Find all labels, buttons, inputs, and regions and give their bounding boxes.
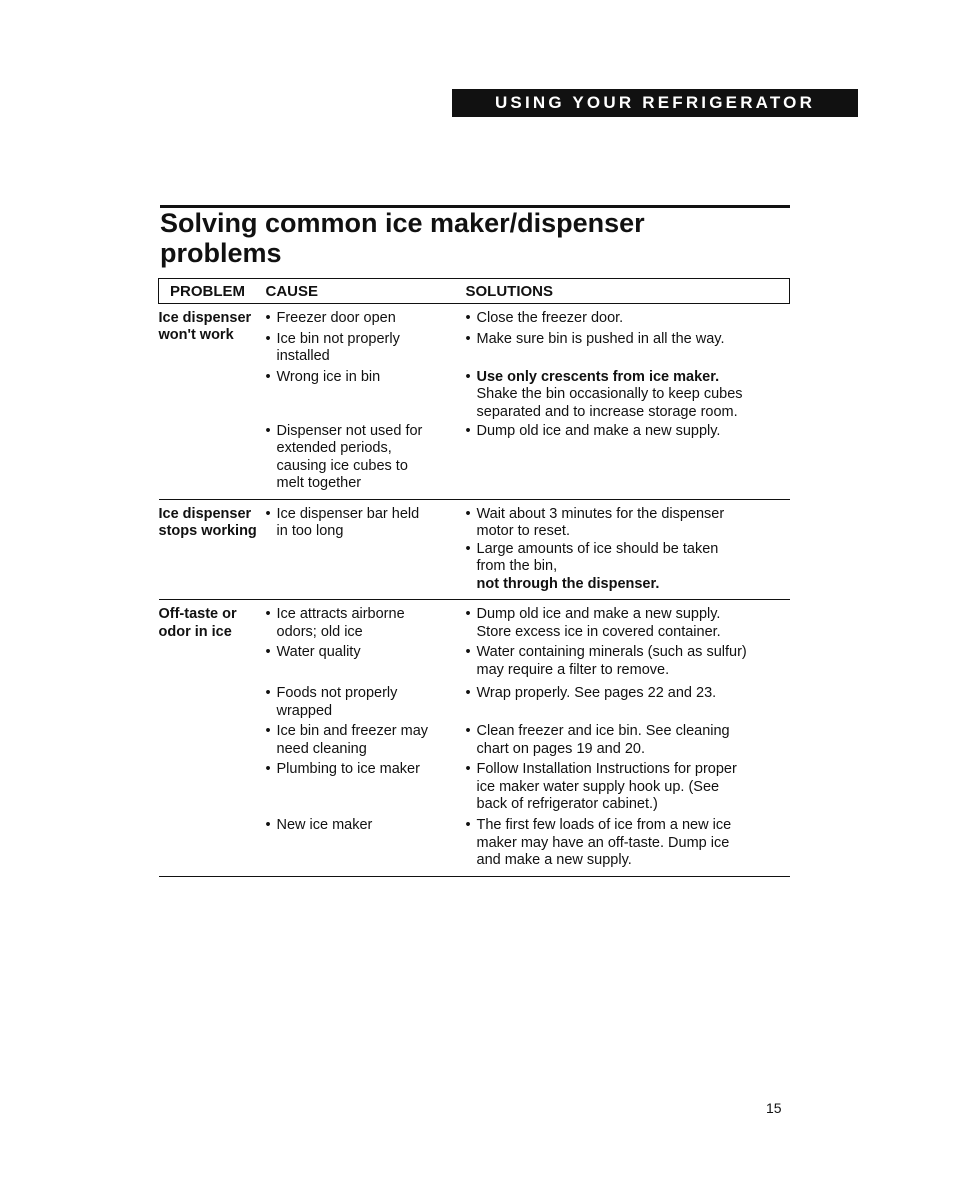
column-header-solutions: SOLUTIONS [466,279,790,304]
cause-item [266,506,466,541]
cause-line: • Ice dispenser bar held [276,505,420,522]
solution-line: ice maker water supply hook up. (See [476,778,720,795]
problem-cell [159,303,266,499]
solution-line: • Wrap properly. See pages 22 and 23. [476,685,717,701]
solution-item [466,723,790,761]
solution-item [466,423,790,441]
solution-line: • Make sure bin is pushed in all the way. [476,330,725,347]
solution-item [466,506,790,541]
solution-line: • Water containing minerals (such as sulfur) [476,644,747,660]
problem-cell [159,499,266,600]
solution-cell [466,499,790,600]
cause-item [266,369,466,423]
cause-line: • Freezer door open [276,309,396,326]
section-banner: USING YOUR REFRIGERATOR [452,89,858,117]
table-row [159,600,790,877]
problem-line: Ice dispenser [158,505,252,522]
cause-cell [266,499,466,600]
solution-item [466,644,790,685]
solution-line: • Clean freezer and ice bin. See cleaning [476,723,730,739]
solution-cell [466,303,790,499]
problem-line: Ice dispenser [158,309,252,326]
cause-line: • Dispenser not used for [276,422,423,439]
solution-line: • The first few loads of ice from a new ice [476,817,732,833]
cause-item [266,723,466,761]
solution-item [466,331,790,369]
problem-line: Off-taste or [158,606,237,622]
solution-emphasis: • Use only crescents from ice maker. [476,368,720,385]
title-line-2: problems [160,238,282,268]
troubleshooting-table [158,278,790,877]
solution-line [477,558,790,593]
cause-line: installed [276,348,330,364]
cause-cell [266,600,466,877]
solution-cell [466,600,790,877]
solution-line: • Dump old ice and make a new supply. [476,422,721,439]
solution-line: • Large amounts of ice should be taken [476,540,719,557]
table-row [159,499,790,600]
solution-line: and make a new supply. [476,852,632,868]
cause-item [266,817,466,835]
cause-line: odors; old ice [276,623,363,640]
cause-line: • Wrong ice in bin [276,368,381,385]
cause-item [266,644,466,685]
cause-line: • New ice maker [276,817,373,833]
cause-line: • Plumbing to ice maker [276,761,420,777]
column-header-cause: CAUSE [266,279,466,304]
solution-item [466,685,790,723]
cause-line: • Water quality [276,644,361,660]
title-line-1: Solving common ice maker/dispenser [160,208,645,238]
solution-line: • Dump old ice and make a new supply. [476,606,721,622]
cause-line: • Ice attracts airborne [276,606,405,622]
solution-item [466,606,790,644]
solution-line: separated and to increase storage room. [476,403,738,420]
problem-cell [159,600,266,877]
problem-line: won't work [158,327,234,343]
page-title [160,208,780,268]
problem-line: odor in ice [158,623,232,640]
solution-line: chart on pages 19 and 20. [476,740,645,757]
cause-line: • Ice bin not properly [276,330,400,347]
cause-line: need cleaning [276,740,367,757]
solution-line: may require a filter to remove. [476,661,670,678]
solution-line: • Close the freezer door. [476,309,624,326]
solution-item [466,817,790,870]
solution-emphasis: not through the dispenser. [476,575,660,592]
solution-item [466,541,790,594]
page-number: 15 [766,1100,782,1116]
column-header-problem: PROBLEM [159,279,266,304]
solution-item [466,310,790,331]
solution-line: Store excess ice in covered container. [476,623,721,640]
solution-text: from the bin, [476,558,558,574]
cause-item [266,423,466,493]
solution-line: maker may have an off-taste. Dump ice [476,834,730,851]
cause-cell [266,303,466,499]
problem-line: stops working [158,523,257,539]
solution-line: • Wait about 3 minutes for the dispenser [476,505,725,522]
solution-item [466,761,790,817]
table-row [159,303,790,499]
cause-item [266,331,466,369]
cause-line: wrapped [276,702,333,719]
cause-line: extended periods, [276,440,392,456]
cause-item [266,761,466,817]
cause-item [266,685,466,723]
solution-item [466,369,790,423]
cause-line: melt together [276,475,362,491]
cause-line: • Ice bin and freezer may [276,723,429,739]
solution-line: motor to reset. [476,523,570,539]
solution-line: Shake the bin occasionally to keep cubes [476,386,743,402]
solution-line: • Follow Installation Instructions for proper [476,761,737,777]
cause-line: causing ice cubes to [276,457,408,474]
cause-line: • Foods not properly [276,685,398,701]
cause-item [266,310,466,331]
solution-line: back of refrigerator cabinet.) [476,796,658,812]
cause-line: in too long [276,523,344,539]
cause-item [266,606,466,644]
